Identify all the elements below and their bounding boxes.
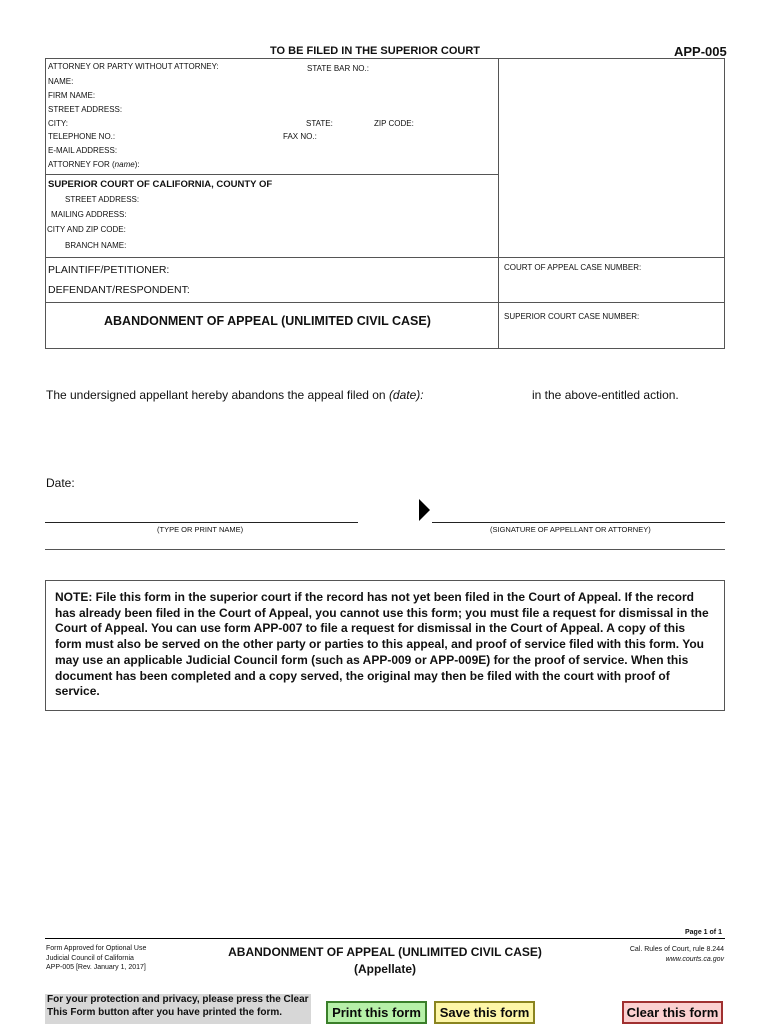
superior-case-number-label: SUPERIOR COURT CASE NUMBER: <box>504 312 640 321</box>
city-label: CITY: <box>48 119 69 128</box>
separator-line <box>45 549 725 550</box>
form-title: ABANDONMENT OF APPEAL (UNLIMITED CIVIL CASE) <box>104 314 431 328</box>
form-number: APP-005 <box>674 44 727 59</box>
note-text: NOTE: File this form in the superior court if the record has not yet been filed in the Court of Appeal. If the record has already been filed in the Court of Appeal, you cannot use this form; you must file a request for dismissal in the Court of Appeal. You can use form APP-007 to file a request for dismissal in the Court of Appeal. A copy of this form must also be served on the other party or parties to this appeal, and proof of service filed with this form. You may use an applicable Judicial Council form (such as APP-009 or APP-009E) for the proof of service. When this document has been completed and a copy served, the original may then be filed with the court with proof of service. <box>55 590 709 699</box>
fax-label: FAX NO.: <box>283 132 317 141</box>
footer-rule-reference: Cal. Rules of Court, rule 8.244 www.courts.ca.gov <box>629 946 724 963</box>
note-box <box>45 580 725 711</box>
footer-rule <box>45 938 725 939</box>
street-address-label: STREET ADDRESS: <box>48 105 123 114</box>
abandon-statement: The undersigned appellant hereby abandons the appeal filed on (date): <box>46 388 424 402</box>
court-city-zip-label: CITY AND ZIP CODE: <box>47 225 126 234</box>
state-bar-label: STATE BAR NO.: <box>307 64 369 73</box>
signature-line[interactable] <box>432 522 725 523</box>
court-county-title: SUPERIOR COURT OF CALIFORNIA, COUNTY OF <box>48 179 273 190</box>
attorney-title: ATTORNEY OR PARTY WITHOUT ATTORNEY: <box>48 62 219 71</box>
plaintiff-label: PLAINTIFF/PETITIONER: <box>48 264 170 276</box>
save-form-button[interactable]: Save this form <box>434 1001 535 1024</box>
form-approval: Form Approved for Optional Use Judicial Council of California APP-005 [Rev. January 1, 2017] <box>46 945 147 971</box>
branch-name-label: BRANCH NAME: <box>65 241 127 250</box>
print-form-button[interactable]: Print this form <box>326 1001 427 1024</box>
defendant-label: DEFENDANT/RESPONDENT: <box>48 284 190 296</box>
type-name-caption: (TYPE OR PRINT NAME) <box>157 525 244 534</box>
telephone-label: TELEPHONE NO.: <box>48 132 116 141</box>
footer-title: ABANDONMENT OF APPEAL (UNLIMITED CIVIL CASE) (Appellate) <box>228 945 542 976</box>
court-heading: TO BE FILED IN THE SUPERIOR COURT <box>270 45 481 57</box>
statement-suffix: in the above-entitled action. <box>532 388 679 402</box>
appeal-case-number-label: COURT OF APPEAL CASE NUMBER: <box>504 263 642 272</box>
privacy-notice: For your protection and privacy, please press the Clear This Form button after you have printed the form. <box>45 994 311 1024</box>
attorney-for-label: ATTORNEY FOR (name): <box>48 160 140 169</box>
clear-form-button[interactable]: Clear this form <box>622 1001 723 1024</box>
date-label: Date: <box>46 476 75 490</box>
court-street-label: STREET ADDRESS: <box>65 195 140 204</box>
state-label: STATE: <box>306 119 333 128</box>
name-line[interactable] <box>45 522 358 523</box>
court-mailing-label: MAILING ADDRESS: <box>51 210 127 219</box>
caption-box <box>45 58 725 349</box>
signature-arrow-icon <box>419 499 430 521</box>
page-number: Page 1 of 1 <box>685 929 722 936</box>
firm-name-label: FIRM NAME: <box>48 91 96 100</box>
name-label: NAME: <box>48 77 74 86</box>
signature-caption: (SIGNATURE OF APPELLANT OR ATTORNEY) <box>490 525 651 534</box>
email-label: E-MAIL ADDRESS: <box>48 146 118 155</box>
caption-divider <box>498 58 499 349</box>
zip-label: ZIP CODE: <box>374 119 414 128</box>
